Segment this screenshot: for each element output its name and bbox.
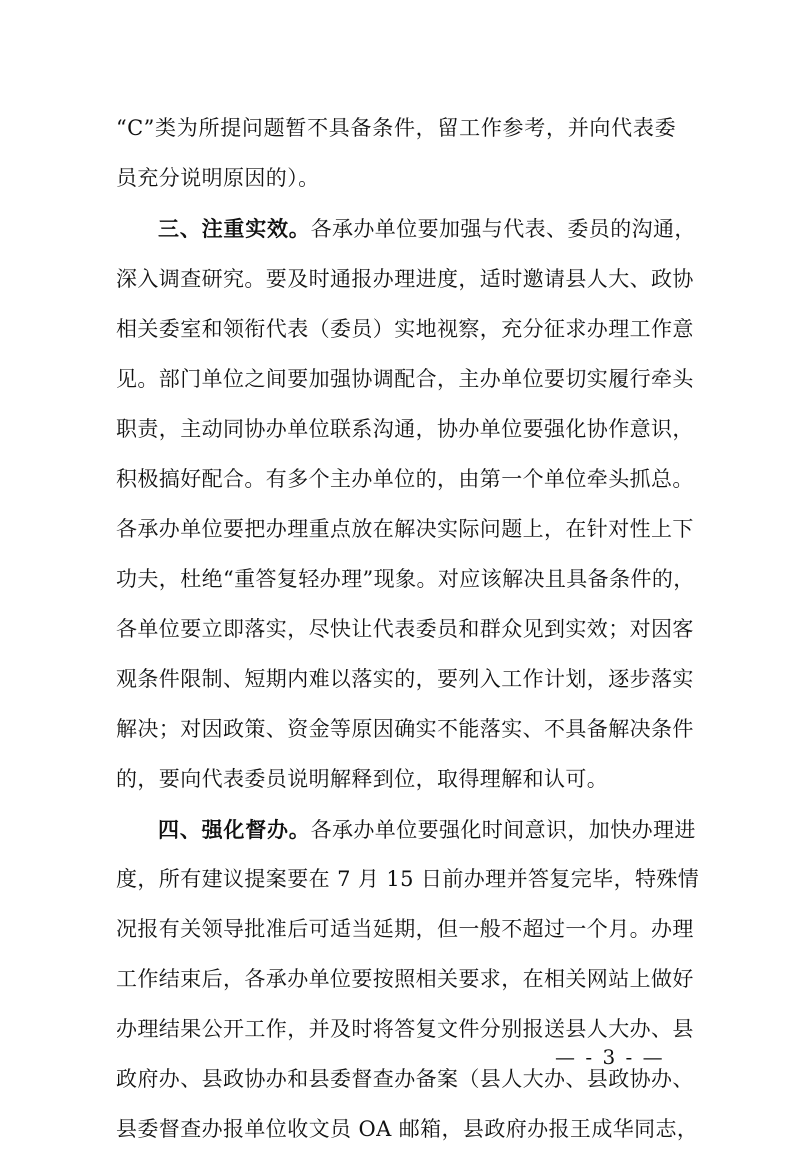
- body-line: 职责，主动同协办单位联系沟通，协办单位要强化协作意识，: [116, 417, 694, 441]
- body-line: 度，所有建议提案要在 7 月 15 日前办理并答复完毕，特殊情: [116, 867, 700, 891]
- body-line: 解决；对因政策、资金等原因确实不能落实、不具备解决条件: [116, 717, 694, 741]
- body-line: 办理结果公开工作，并及时将答复文件分别报送县人大办、县: [116, 1017, 694, 1041]
- page-number: — - 3 - —: [555, 1045, 665, 1069]
- body-line: 积极搞好配合。有多个主办单位的，由第一个单位牵头抓总。: [116, 467, 694, 491]
- body-line: 工作结束后，各承办单位要按照相关要求，在相关网站上做好: [116, 967, 694, 991]
- section-3-first-line: [158, 209, 696, 249]
- body-line: 各承办单位要把办理重点放在解决实际问题上，在针对性上下: [116, 517, 694, 541]
- section-heading: 四、强化督办。: [158, 818, 311, 842]
- body-line: 深入调查研究。要及时通报办理进度，适时邀请县人大、政协: [116, 267, 694, 291]
- section-text: 各承办单位要强化时间意识，加快办理进: [310, 818, 696, 842]
- section-text: 各承办单位要加强与代表、委员的沟通，: [310, 217, 696, 241]
- body-line: 见。部门单位之间要加强协调配合，主办单位要切实履行牵头: [116, 367, 694, 391]
- body-line: 的，要向代表委员说明解释到位，取得理解和认可。: [116, 767, 609, 791]
- body-line: 况报有关领导批准后可适当延期，但一般不超过一个月。办理: [116, 917, 694, 941]
- body-line: 相关委室和领衔代表（委员）实地视察，充分征求办理工作意: [116, 317, 694, 341]
- body-line: “C”类为所提问题暂不具备条件，留工作参考，并向代表委: [116, 116, 676, 140]
- body-line: 功夫，杜绝“重答复轻办理”现象。对应该解决且具备条件的，: [116, 567, 695, 591]
- section-4-first-line: [158, 810, 696, 850]
- body-line: 政府办、县政协办和县委督查办备案（县人大办、县政协办、: [116, 1067, 694, 1091]
- section-heading: 三、注重实效。: [158, 217, 311, 241]
- body-line: 县委督查办报单位收文员 OA 邮箱，县政府办报王成华同志，: [116, 1117, 699, 1141]
- body-line: 各单位要立即落实，尽快让代表委员和群众见到实效；对因客: [116, 617, 694, 641]
- body-line: 员充分说明原因的）。: [116, 166, 320, 190]
- body-line: 观条件限制、短期内难以落实的，要列入工作计划，逐步落实: [116, 667, 694, 691]
